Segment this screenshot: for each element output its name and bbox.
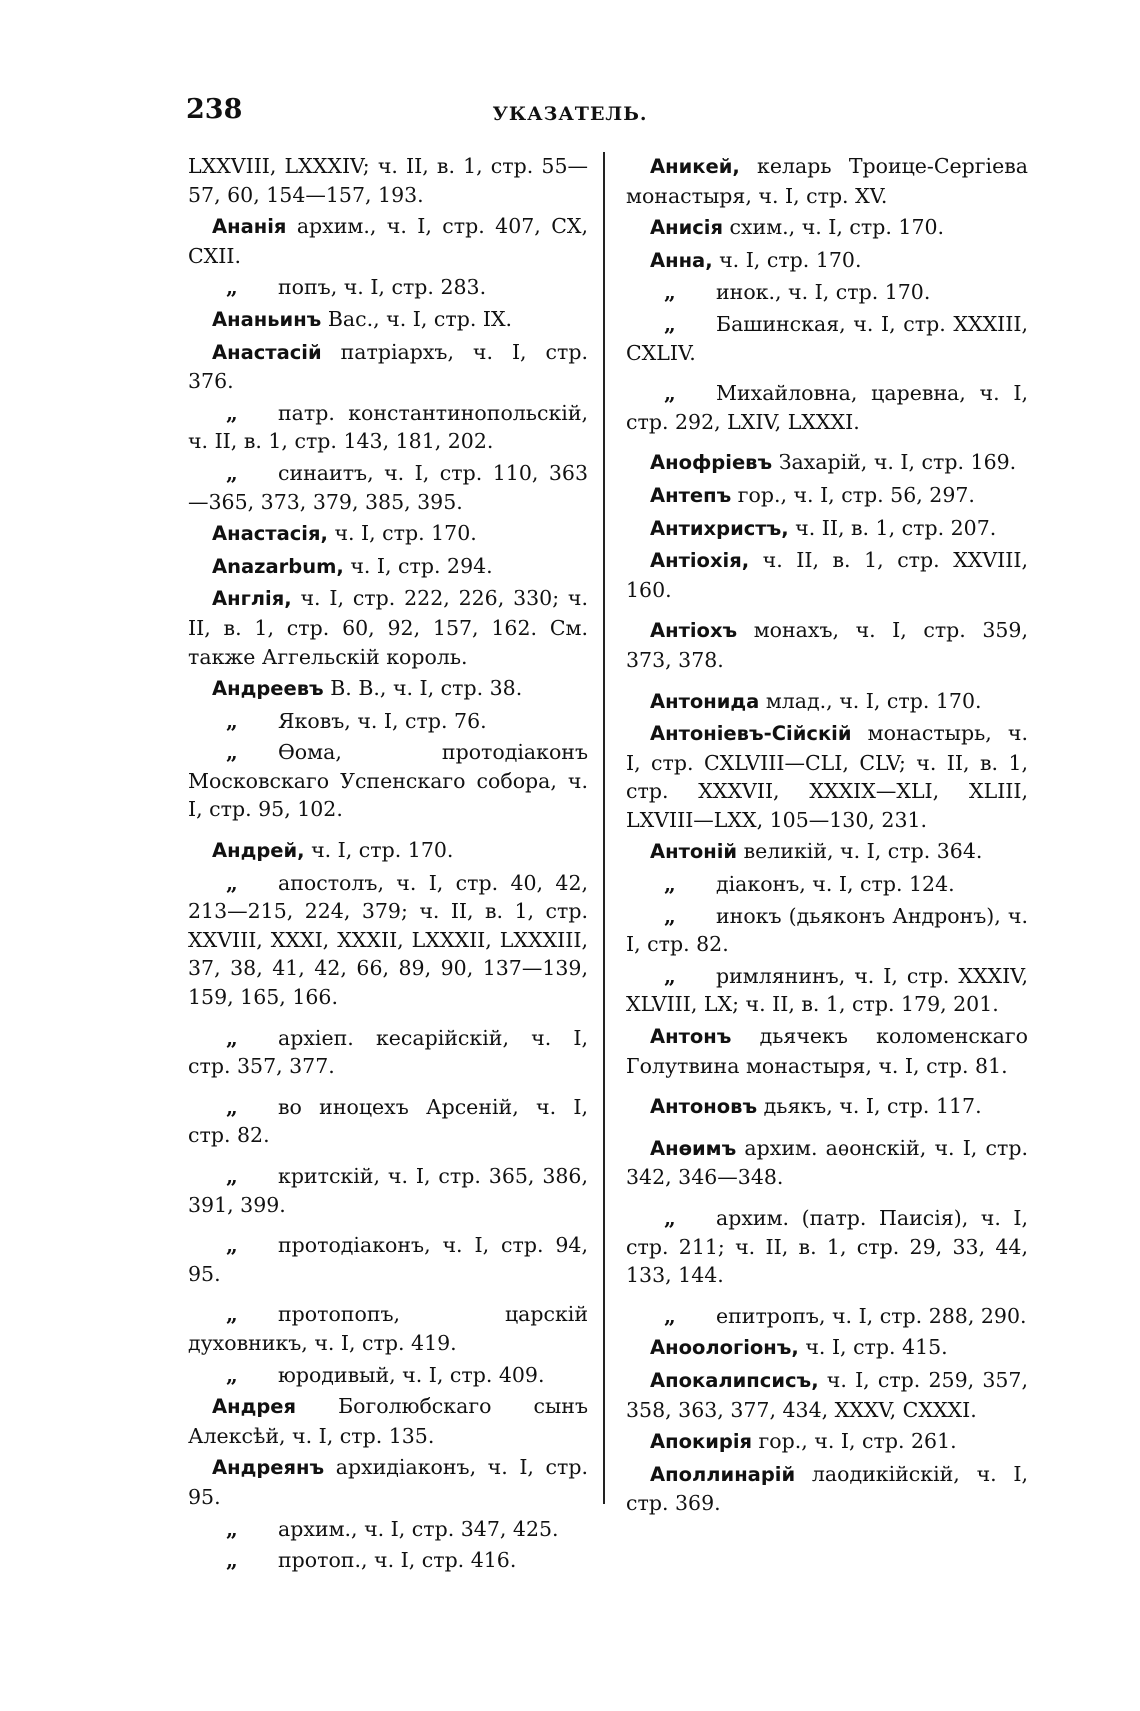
index-subentry bbox=[626, 310, 1028, 367]
index-entry bbox=[626, 1092, 1028, 1122]
page-number: 238 bbox=[186, 94, 243, 125]
ditto-mark: „ bbox=[226, 1025, 238, 1050]
entry-text: ч. I, стр. 294. bbox=[343, 553, 493, 578]
entry-text: архіеп. кесарійскій, ч. I, стр. 357, 377. bbox=[188, 1025, 588, 1079]
index-entry bbox=[626, 616, 1028, 674]
index-entry bbox=[626, 837, 1028, 867]
index-entry bbox=[626, 719, 1028, 834]
entry-headword: Андрея bbox=[212, 1395, 297, 1419]
index-subentry bbox=[626, 962, 1028, 1019]
ditto-mark: „ bbox=[226, 740, 238, 765]
entry-headword: Аноологіонъ, bbox=[650, 1336, 799, 1360]
entry-text: гор., ч. I, стр. 261. bbox=[752, 1429, 957, 1454]
index-entry bbox=[626, 448, 1028, 478]
entry-text: архидіаконъ, ч. I, стр. 95. bbox=[188, 1455, 588, 1509]
index-entry bbox=[188, 674, 588, 704]
entry-headword: Антепъ bbox=[650, 483, 732, 507]
entry-text: Вас., ч. I, стр. IX. bbox=[321, 306, 513, 331]
right-column bbox=[626, 152, 1028, 1521]
entry-text: протопопъ, царскій духовникъ, ч. I, стр. 419. bbox=[188, 1302, 588, 1355]
entry-text: діаконъ, ч. I, стр. 124. bbox=[716, 872, 955, 897]
entry-text: попъ, ч. I, стр. 283. bbox=[278, 275, 487, 300]
index-entry bbox=[188, 1392, 588, 1450]
entry-headword: Anazarbum, bbox=[212, 554, 344, 578]
index-subentry bbox=[188, 738, 588, 824]
entry-headword: Антихристъ, bbox=[650, 516, 789, 540]
entry-text: во иноцехъ Арсеній, ч. I, стр. 82. bbox=[188, 1094, 588, 1148]
index-subentry bbox=[188, 869, 588, 1012]
column-divider bbox=[603, 152, 605, 1504]
entry-text: ч. II, в. 1, стр. XXVIII, 160. bbox=[626, 548, 1028, 602]
entry-headword: Анѳимъ bbox=[650, 1136, 737, 1160]
index-entry bbox=[626, 1460, 1028, 1518]
ditto-mark: „ bbox=[226, 460, 238, 485]
index-entry bbox=[188, 552, 588, 582]
index-entry bbox=[626, 1022, 1028, 1080]
ditto-mark: „ bbox=[226, 1302, 238, 1327]
entry-headword: Апокирія bbox=[650, 1430, 753, 1454]
entry-text: ч. I, стр. 259, 357, 358, 363, 377, 434, XXXV, CXXXI. bbox=[626, 1367, 1028, 1422]
index-entry bbox=[188, 584, 588, 671]
entry-text: инокъ (дьяконъ Андронъ), ч. I, стр. 82. bbox=[626, 903, 1028, 957]
entry-headword: Анастасій bbox=[212, 340, 322, 364]
entry-text: патр. константинопольскій, ч. II, в. 1, стр. 143, 181, 202. bbox=[188, 400, 588, 454]
entry-text: млад., ч. I, стр. 170. bbox=[759, 688, 982, 713]
index-subentry bbox=[188, 1231, 588, 1288]
index-subentry bbox=[188, 1162, 588, 1219]
entry-text: В. В., ч. I, стр. 38. bbox=[323, 676, 523, 701]
entry-text: инок., ч. I, стр. 170. bbox=[716, 280, 931, 305]
index-subentry bbox=[626, 1302, 1028, 1331]
index-subentry bbox=[188, 459, 588, 516]
entry-headword: Анна, bbox=[650, 248, 713, 272]
ditto-mark: „ bbox=[664, 381, 676, 406]
index-subentry bbox=[626, 902, 1028, 959]
ditto-mark: „ bbox=[226, 275, 238, 300]
entry-headword: Антонъ bbox=[650, 1025, 732, 1049]
index-subentry bbox=[626, 1204, 1028, 1290]
index-entry bbox=[626, 481, 1028, 511]
ditto-mark: „ bbox=[226, 1094, 238, 1119]
entry-text: монастырь, ч. I, стр. CXLVIII—CLI, CLV; ч. II, в. 1, стр. XXXVII, XXXIX—XLI, XLIII, LXVIII—LXX, 105—130, 231. bbox=[626, 721, 1028, 832]
index-entry bbox=[188, 836, 588, 866]
index-entry bbox=[188, 519, 588, 549]
entry-text: ч. II, в. 1, стр. 207. bbox=[788, 515, 997, 540]
index-entry bbox=[626, 246, 1028, 276]
entry-text: Яковъ, ч. I, стр. 76. bbox=[278, 708, 487, 733]
entry-text: римлянинъ, ч. I, стр. XXXIV, XLVIII, LX; ч. II, в. 1, стр. 179, 201. bbox=[626, 963, 1028, 1017]
index-subentry bbox=[188, 1093, 588, 1150]
entry-text: патріархъ, ч. I, стр. 376. bbox=[188, 339, 588, 394]
entry-text: епитропъ, ч. I, стр. 288, 290. bbox=[716, 1303, 1027, 1328]
entry-text: Боголюбскаго сынъ Алексѣй, ч. I, стр. 135. bbox=[188, 1394, 588, 1448]
index-subentry bbox=[188, 1515, 588, 1544]
entry-headword: Андрей, bbox=[212, 839, 305, 863]
entry-text: великій, ч. I, стр. 364. bbox=[737, 839, 983, 864]
ditto-mark: „ bbox=[226, 1516, 238, 1541]
index-entry bbox=[188, 152, 588, 209]
index-subentry bbox=[188, 399, 588, 456]
entry-text: протоп., ч. I, стр. 416. bbox=[278, 1548, 517, 1573]
index-entry bbox=[626, 1427, 1028, 1457]
entry-text: Захарій, ч. I, стр. 169. bbox=[772, 450, 1017, 475]
index-subentry bbox=[188, 1546, 588, 1575]
index-subentry bbox=[626, 379, 1028, 436]
index-subentry bbox=[188, 1024, 588, 1081]
entry-text: ч. I, стр. 170. bbox=[304, 838, 454, 863]
index-subentry bbox=[188, 1300, 588, 1357]
entry-headword: Анастасія, bbox=[212, 522, 328, 546]
ditto-mark: „ bbox=[664, 311, 676, 336]
ditto-mark: „ bbox=[664, 903, 676, 928]
index-entry bbox=[626, 152, 1028, 210]
ditto-mark: „ bbox=[226, 708, 238, 733]
entry-text: LXXVIII, LXXXIV; ч. II, в. 1, стр. 55—57, 60, 154—157, 193. bbox=[188, 154, 588, 207]
index-entry bbox=[626, 514, 1028, 544]
entry-text: архим., ч. I, стр. 407, CX, CXII. bbox=[188, 214, 588, 268]
index-entry bbox=[626, 1366, 1028, 1424]
ditto-mark: „ bbox=[226, 1548, 238, 1573]
ditto-mark: „ bbox=[664, 280, 676, 305]
entry-text: Михайловна, царевна, ч. I, стр. 292, LXIV, LXXXI. bbox=[626, 381, 1028, 434]
entry-headword: Анофріевъ bbox=[650, 451, 773, 475]
index-entry bbox=[188, 1453, 588, 1511]
ditto-mark: „ bbox=[226, 1233, 238, 1258]
ditto-mark: „ bbox=[226, 1362, 238, 1387]
index-subentry bbox=[626, 278, 1028, 307]
entry-headword: Антіохія, bbox=[650, 549, 750, 573]
entry-text: дьякъ, ч. I, стр. 117. bbox=[757, 1094, 982, 1119]
ditto-mark: „ bbox=[226, 400, 238, 425]
entry-text: дьячекъ коломенскаго Голутвина монастыря, ч. I, стр. 81. bbox=[626, 1024, 1028, 1078]
entry-text: архим. аѳонскій, ч. I, стр. 342, 346—348. bbox=[626, 1135, 1028, 1190]
entry-text: ч. I, стр. 170. bbox=[712, 247, 862, 272]
index-entry bbox=[626, 687, 1028, 717]
entry-text: Башинская, ч. I, стр. XXXIII, CXLIV. bbox=[626, 311, 1028, 365]
entry-text: апостолъ, ч. I, стр. 40, 42, 213—215, 224, 379; ч. II, в. 1, стр. XXVIII, XXXI, XXXII, LXXXII, LXXXIII, 37, 38, 41, 42, 66, 89, 90, 137—139, 159, 165, 166. bbox=[188, 870, 588, 1010]
index-entry bbox=[626, 546, 1028, 604]
index-entry bbox=[626, 1333, 1028, 1363]
ditto-mark: „ bbox=[226, 1164, 238, 1188]
ditto-mark: „ bbox=[664, 1206, 676, 1230]
entry-text: келарь Троице-Сергіева монастыря, ч. I, стр. XV. bbox=[626, 154, 1028, 208]
index-entry bbox=[626, 1134, 1028, 1192]
entry-headword: Андреянъ bbox=[212, 1456, 325, 1480]
entry-text: архим., ч. I, стр. 347, 425. bbox=[278, 1516, 559, 1541]
entry-text: ч. I, стр. 170. bbox=[327, 521, 477, 546]
ditto-mark: „ bbox=[226, 870, 238, 895]
entry-headword: Антоній bbox=[650, 840, 738, 864]
entry-headword: Аполлинарій bbox=[650, 1462, 796, 1486]
left-column bbox=[188, 152, 588, 1578]
entry-headword: Англія, bbox=[212, 587, 292, 611]
index-entry bbox=[188, 212, 588, 270]
ditto-mark: „ bbox=[664, 872, 676, 897]
entry-text: ч. I, стр. 222, 226, 330; ч. II, в. 1, стр. 60, 92, 157, 162. См. также Аггельскій король. bbox=[188, 586, 588, 669]
entry-text: гор., ч. I, стр. 56, 297. bbox=[731, 482, 975, 507]
entry-text: критскій, ч. I, стр. 365, 386, 391, 399. bbox=[188, 1164, 588, 1217]
entry-headword: Ананія bbox=[212, 215, 287, 239]
entry-text: юродивый, ч. I, стр. 409. bbox=[278, 1362, 545, 1387]
index-entry bbox=[188, 338, 588, 396]
entry-headword: Анисія bbox=[650, 216, 723, 240]
entry-text: архим. (патр. Паисія), ч. I, стр. 211; ч. II, в. 1, стр. 29, 33, 44, 133, 144. bbox=[626, 1206, 1028, 1288]
entry-headword: Антіохъ bbox=[650, 619, 738, 643]
entry-text: протодіаконъ, ч. I, стр. 94, 95. bbox=[188, 1233, 588, 1286]
ditto-mark: „ bbox=[664, 963, 676, 988]
running-head: УКАЗАТЕЛЬ. bbox=[492, 103, 648, 125]
entry-headword: Ананьинъ bbox=[212, 307, 322, 331]
index-subentry bbox=[188, 1361, 588, 1390]
entry-text: лаодикійскій, ч. I, стр. 369. bbox=[626, 1461, 1028, 1516]
index-entry bbox=[188, 305, 588, 335]
entry-text: схим., ч. I, стр. 170. bbox=[723, 215, 945, 240]
entry-headword: Апокалипсисъ, bbox=[650, 1368, 819, 1392]
entry-text: синаитъ, ч. I, стр. 110, 363—365, 373, 379, 385, 395. bbox=[188, 460, 588, 514]
index-entry bbox=[626, 213, 1028, 243]
ditto-mark: „ bbox=[664, 1303, 676, 1328]
entry-text: Ѳома, протодіаконъ Московскаго Успенскаго собора, ч. I, стр. 95, 102. bbox=[188, 740, 588, 822]
index-subentry bbox=[188, 707, 588, 736]
entry-headword: Андреевъ bbox=[212, 677, 324, 701]
index-subentry bbox=[188, 273, 588, 302]
entry-text: ч. I, стр. 415. bbox=[798, 1335, 948, 1360]
entry-text: монахъ, ч. I, стр. 359, 373, 378. bbox=[626, 618, 1028, 672]
entry-headword: Антонида bbox=[650, 689, 760, 713]
entry-headword: Антоновъ bbox=[650, 1095, 758, 1119]
index-subentry bbox=[626, 870, 1028, 899]
entry-headword: Аникей, bbox=[650, 155, 740, 178]
entry-headword: Антоніевъ-Сійскій bbox=[650, 722, 852, 746]
